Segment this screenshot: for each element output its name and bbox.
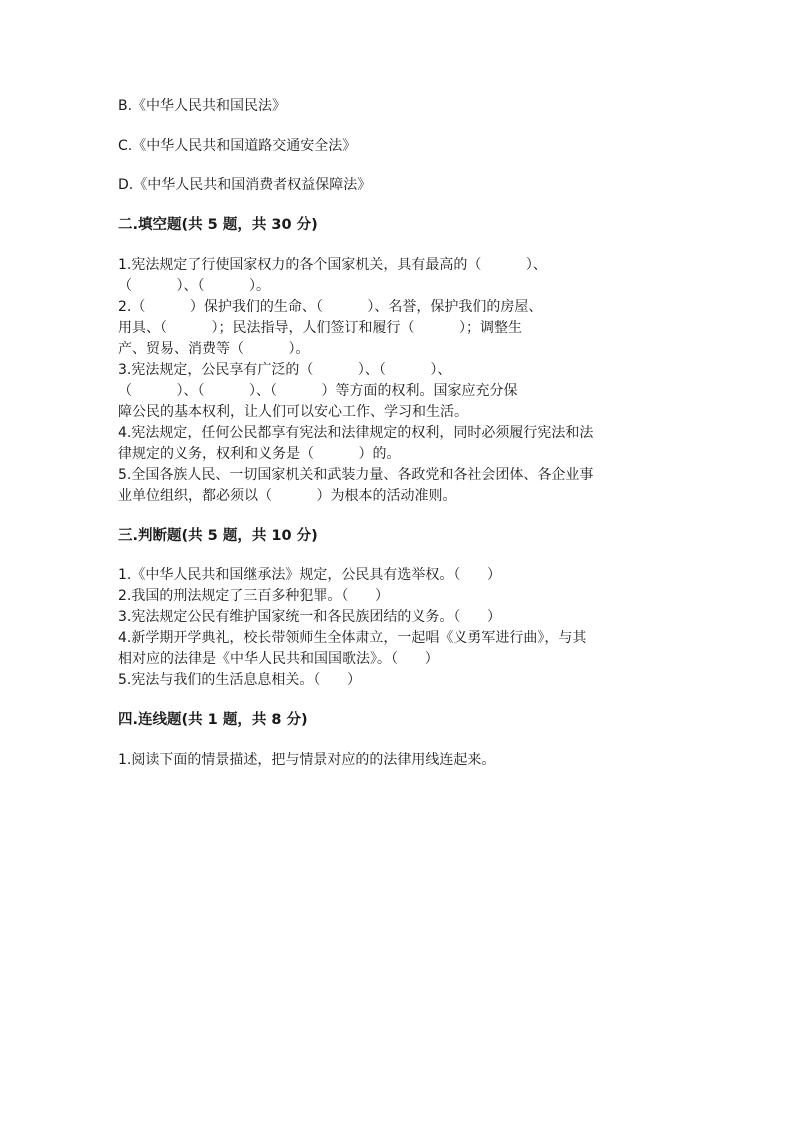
fill-blank-line: 3.宪法规定，公民享有广泛的（ ）、（ ）、 bbox=[118, 362, 452, 378]
fill-blank-line: 5.全国各族人民、一切国家机关和武装力量、各政党和各社会团体、各企业事 bbox=[118, 467, 594, 483]
choice-option-d: D.《中华人民共和国消费者权益保障法》 bbox=[118, 177, 372, 193]
judgment-line: 1.《中华人民共和国继承法》规定，公民具有选举权。（ ） bbox=[118, 567, 502, 583]
section-matching-title: 四.连线题(共 1 题，共 8 分) bbox=[118, 712, 308, 728]
section-fill-blank-title: 二.填空题(共 5 题，共 30 分) bbox=[118, 217, 318, 233]
judgment-line: 3.宪法规定公民有维护国家统一和各民族团结的义务。（ ） bbox=[118, 609, 502, 625]
choice-option-c: C.《中华人民共和国道路交通安全法》 bbox=[118, 138, 357, 154]
fill-blank-line: 律规定的义务，权利和义务是（ ）的。 bbox=[118, 446, 401, 462]
choice-option-b: B.《中华人民共和国民法》 bbox=[118, 98, 287, 114]
fill-blank-line: 1.宪法规定了行使国家权力的各个国家机关，具有最高的（ ）、 bbox=[118, 257, 547, 273]
fill-blank-line: （ ）、（ ）、（ ）等方面的权利。国家应充分保 bbox=[118, 383, 518, 399]
fill-blank-line: 4.宪法规定，任何公民都享有宪法和法律规定的权利，同时必须履行宪法和法 bbox=[118, 425, 594, 441]
judgment-line: 5.宪法与我们的生活息息相关。（ ） bbox=[118, 672, 362, 688]
judgment-line: 相对应的法律是《中华人民共和国国歌法》。（ ） bbox=[118, 651, 439, 667]
fill-blank-line: 用具、（ ）；民法指导，人们签订和履行（ ）；调整生 bbox=[118, 320, 523, 336]
fill-blank-line: 业单位组织，都必须以（ ）为根本的活动准则。 bbox=[118, 488, 457, 504]
matching-line: 1.阅读下面的情景描述，把与情景对应的的法律用线连起来。 bbox=[118, 752, 496, 768]
fill-blank-line: 产、贸易、消费等（ ）。 bbox=[118, 341, 310, 357]
judgment-line: 4.新学期开学典礼，校长带领师生全体肃立，一起唱《义勇军进行曲》，与其 bbox=[118, 630, 587, 646]
section-judgment-title: 三.判断题(共 5 题，共 10 分) bbox=[118, 528, 318, 544]
fill-blank-line: 2.（ ）保护我们的生命、（ ）、名誉，保护我们的房屋、 bbox=[118, 299, 543, 315]
judgment-line: 2.我国的刑法规定了三百多种犯罪。（ ） bbox=[118, 588, 390, 604]
fill-blank-line: （ ）、（ ）。 bbox=[118, 278, 271, 294]
fill-blank-line: 障公民的基本权利，让人们可以安心工作、学习和生活。 bbox=[118, 404, 468, 420]
